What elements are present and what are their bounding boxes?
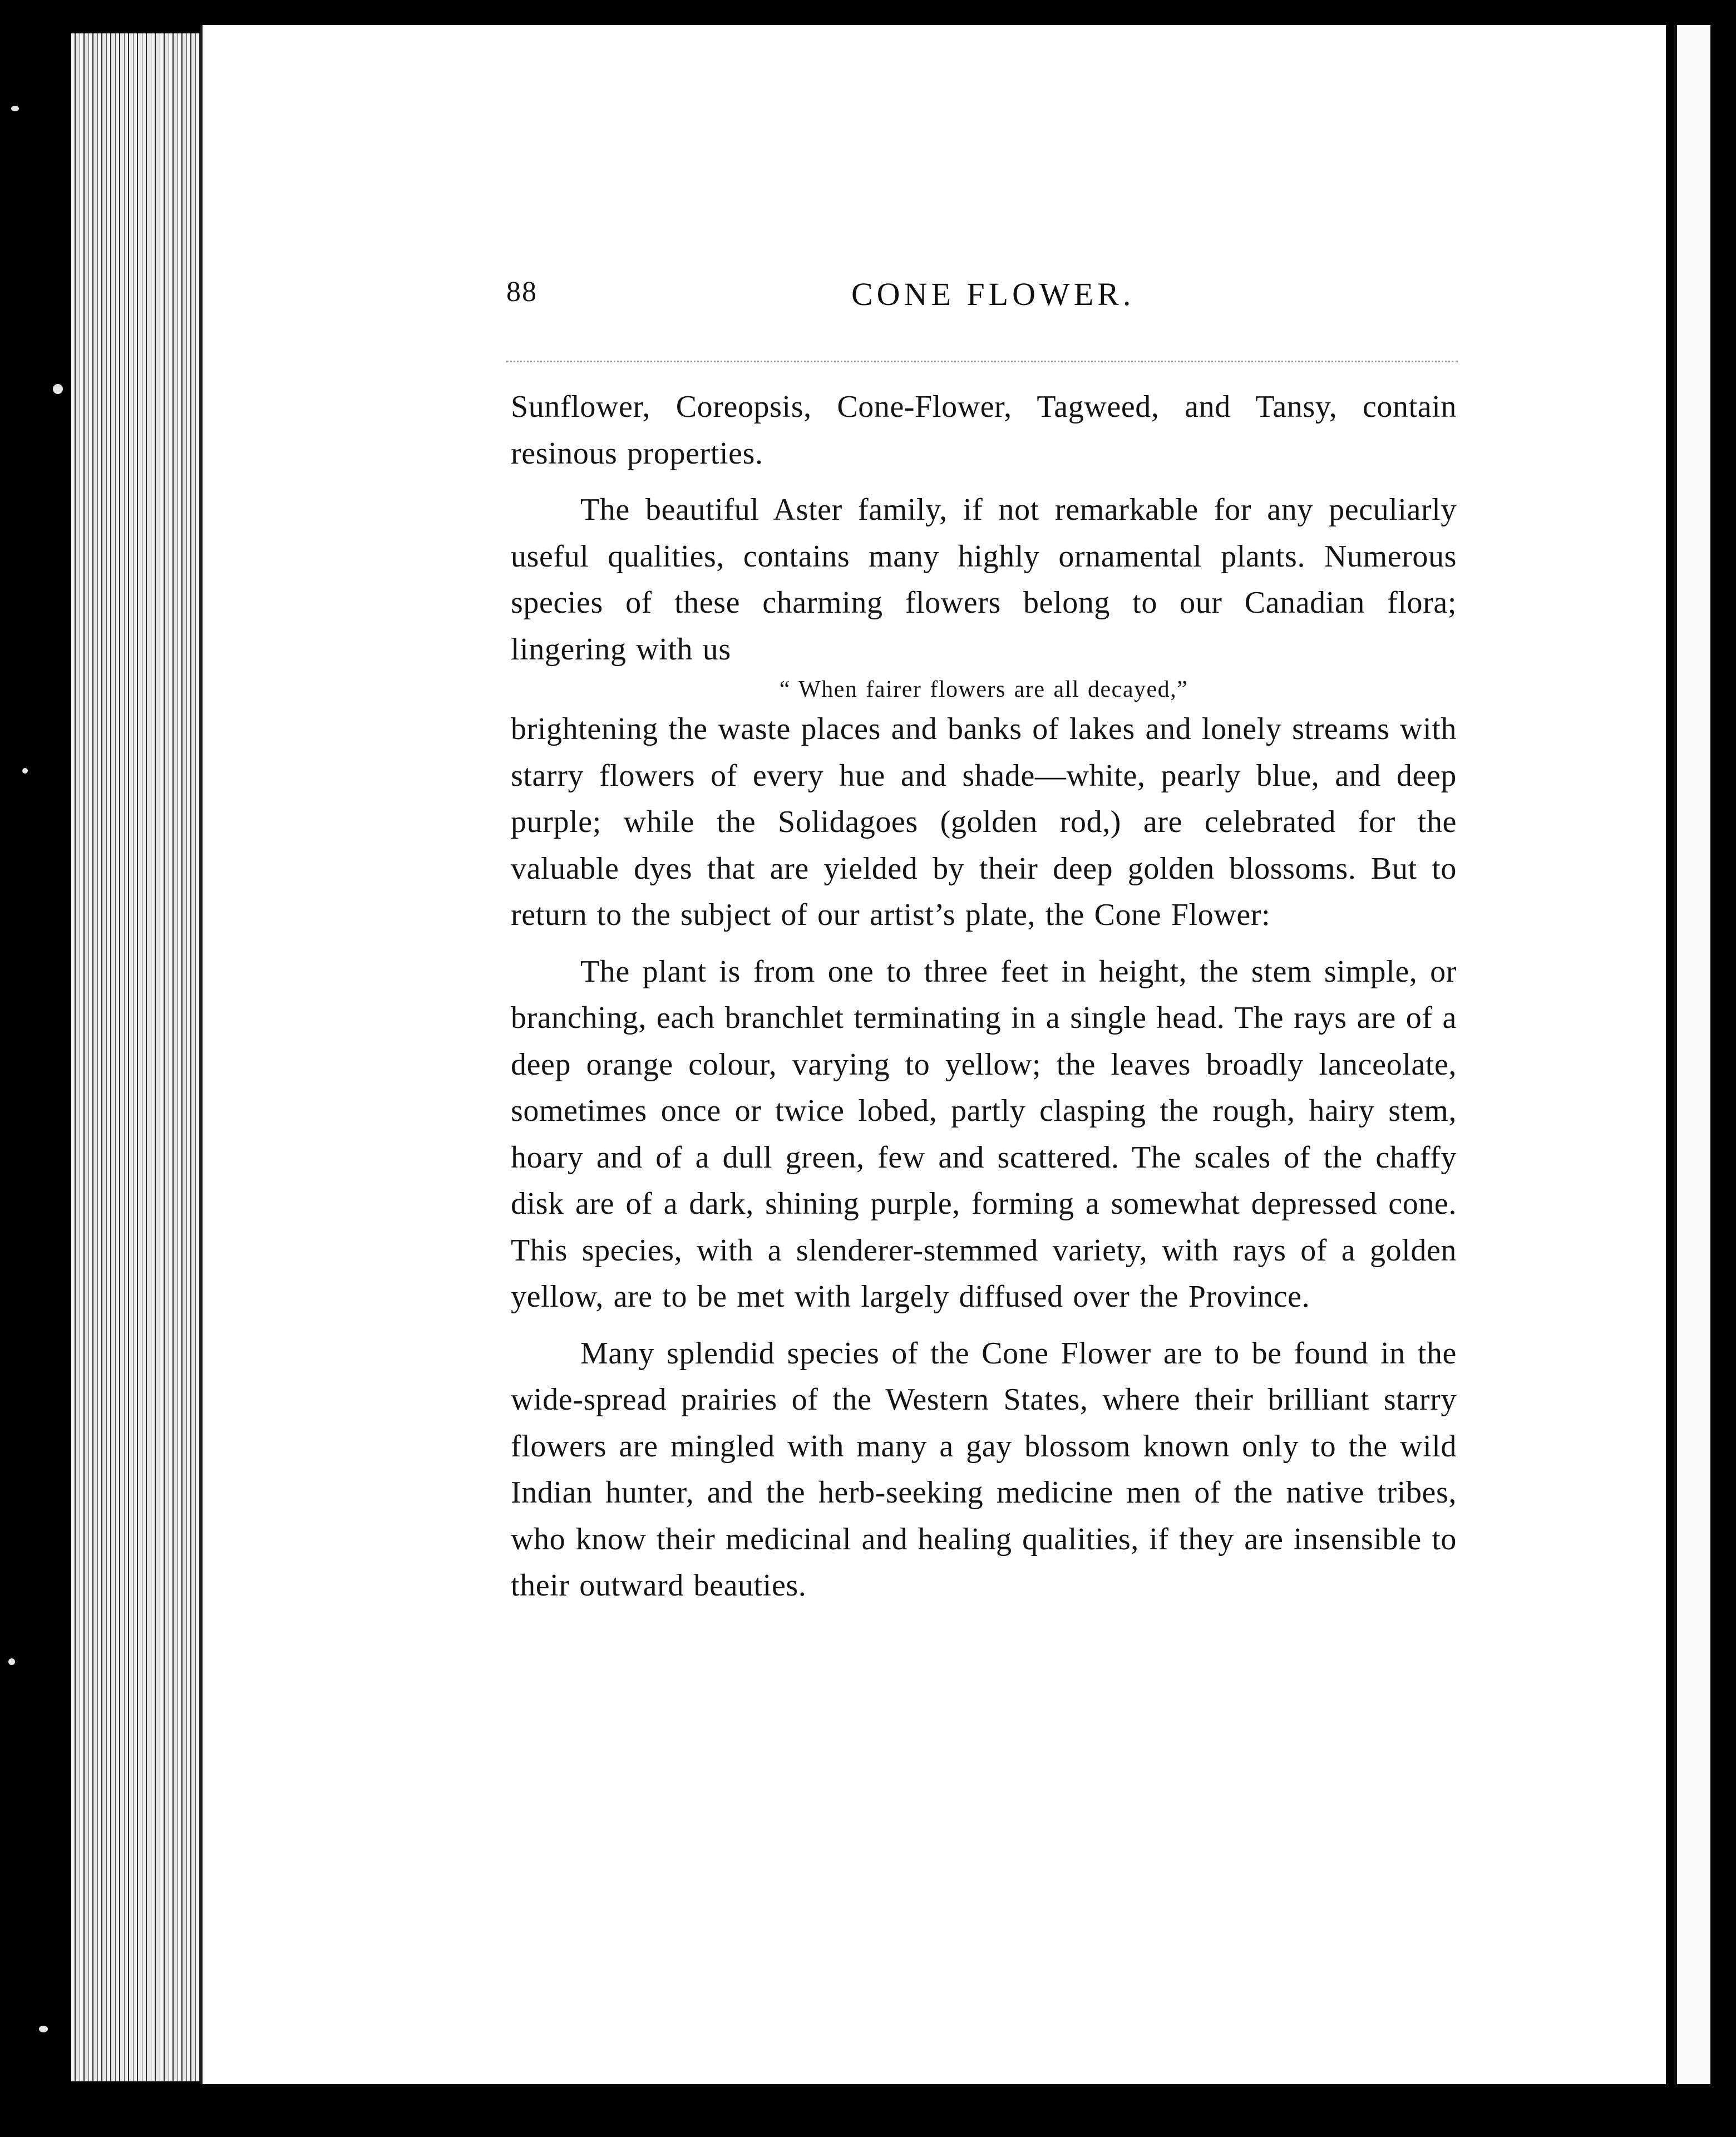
scan-speck: [11, 106, 19, 111]
paragraph-3: brightening the waste places and banks of lakes and lonely streams with starry flowers of every hue and shade—white, pearly blue, and deep purple; while the Solidagoes (golden rod,) are celebrated for the valuable dyes that are yielded by their deep golden blossoms. But to return to the subject of our artist’s plate, the Cone Flower:: [511, 712, 1457, 932]
facing-page-edge: [1674, 25, 1710, 2084]
quotation: “ When fairer flowers are all decayed,”: [779, 677, 1188, 702]
header-rule: [506, 361, 1458, 362]
page-header: [506, 275, 1458, 326]
scan-speck: [39, 2026, 48, 2032]
scan-speck: [22, 768, 28, 774]
page-number: 88: [506, 276, 537, 308]
scan-speck: [8, 1658, 15, 1665]
paragraph-4: The plant is from one to three feet in height, the stem simple, or branching, each branchlet terminating in a single head. The rays are of a deep orange colour, varying to yellow; the leaves broadly lanceolate, sometimes once or twice lobed, partly clasping the rough, hairy stem, hoary and of a dull green, few and scattered. The scales of the chaffy disk are of a dark, shining purple, forming a somewhat depressed cone. This species, with a slenderer-stemmed variety, with rays of a golden yellow, are to be met with largely diffused over the Province.: [511, 954, 1457, 1314]
body-text: [511, 384, 1457, 1609]
running-title: CONE FLOWER.: [851, 276, 1135, 312]
paragraph-1: Sunflower, Coreopsis, Cone-Flower, Tagweed, and Tansy, contain resinous properties.: [511, 390, 1457, 471]
paragraph-5: Many splendid species of the Cone Flower are to be found in the wide-spread prairies of the Western States, where their brilliant starry flowers are mingled with many a gay blossom known only to the wild Indian hunter, and the herb-seeking medicine men of the native tribes, who know their medicinal and healing qualities, if they are insensible to their outward beauties.: [511, 1336, 1457, 1603]
scan-speck: [53, 384, 63, 394]
book-page-edges: [71, 33, 205, 2081]
paragraph-2: The beautiful Aster family, if not remarkable for any peculiarly useful qualities, contains many highly ornamental plants. Numerous species of these charming flowers belong to our Canadian flora; lingering with us: [511, 493, 1457, 667]
